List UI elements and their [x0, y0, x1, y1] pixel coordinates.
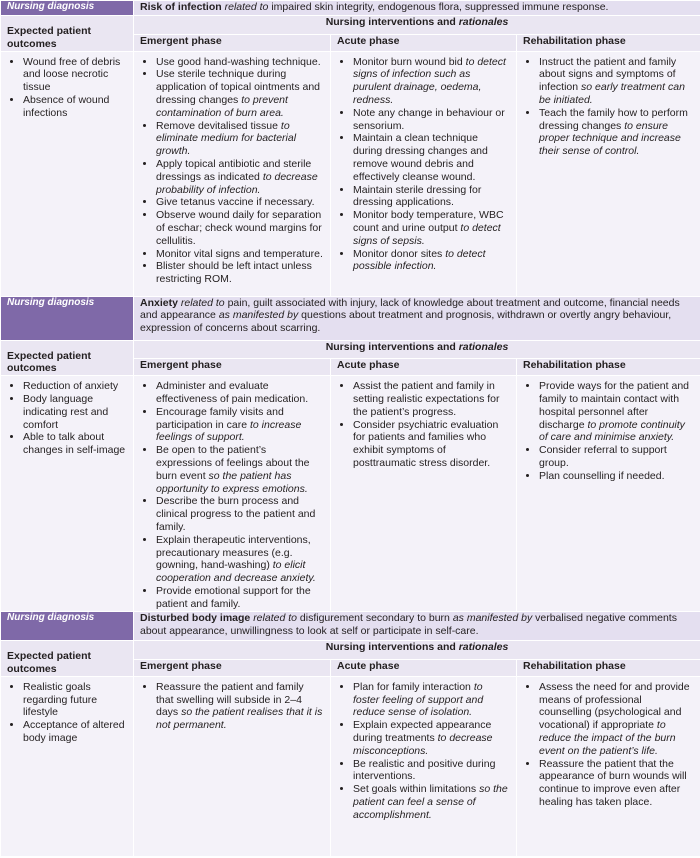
interventions-label: Nursing interventions and — [325, 16, 456, 28]
diagnosis-title: Anxiety — [140, 296, 178, 309]
outcomes-cell — [1, 51, 134, 296]
list-item — [23, 56, 127, 94]
intervention-text: Set goals within limitations — [353, 783, 480, 796]
intervention-text: Administer and evaluate effectiveness of pain medication. — [156, 380, 309, 405]
list-item — [539, 444, 694, 470]
rationale-text: to ensure proper technique and increase their sense of control. — [539, 119, 681, 158]
list-item — [156, 248, 324, 261]
diagnosis-title: Disturbed body image — [140, 612, 251, 625]
list-item — [156, 406, 324, 444]
intervention-text: Encourage family visits and participation in care — [156, 405, 284, 431]
list-item — [353, 132, 510, 183]
emergent-cell — [134, 676, 331, 856]
rehab-list — [523, 681, 694, 809]
list-item — [156, 209, 324, 247]
list-item — [539, 107, 694, 158]
rationales-label: rationales — [458, 641, 509, 654]
acute-list — [337, 681, 510, 822]
emergent-list — [140, 681, 324, 732]
nursing-diagnosis-label: Nursing diagnosis — [1, 612, 134, 641]
diagnosis-text: impaired skin integrity, endogenous flora, suppressed immune response. — [271, 1, 609, 13]
diagnosis-related-to: related to — [224, 1, 269, 13]
intervention-text: Explain therapeutic interventions, precautionary measures (e.g. gowning, hand-washing) — [156, 533, 311, 572]
rationale-text: so early treatment can be initiated. — [539, 81, 685, 106]
outcomes-cell — [1, 376, 134, 612]
rehab-cell — [517, 51, 700, 296]
intervention-text: Maintain a clean technique during dressing changes and remove wound debris and effectively cleanse wound. — [353, 132, 488, 183]
intervention-text: Provide emotional support for the patient and family. — [156, 584, 311, 610]
rationale-text: to elicit cooperation and decrease anxiety. — [156, 559, 316, 585]
intervention-text: Monitor donor sites — [353, 247, 446, 260]
intervention-text: Apply topical antibiotic and sterile dressings as indicated — [156, 157, 312, 183]
list-item — [156, 56, 324, 69]
nursing-diagnosis-label: Nursing diagnosis — [1, 296, 134, 340]
nursing-diagnosis-label: Nursing diagnosis — [1, 1, 134, 16]
acute-phase-header: Acute phase — [331, 660, 517, 677]
rationale-text: to increase feelings of support. — [156, 418, 302, 444]
rationales-label: rationales — [458, 340, 509, 353]
list-item — [23, 94, 127, 120]
rehab-cell — [517, 676, 700, 856]
list-item — [539, 470, 694, 483]
intervention-text: Plan for family interaction — [353, 680, 474, 693]
rehabilitation-phase-header: Rehabilitation phase — [517, 660, 700, 677]
intervention-text: Explain expected appearance during treatments — [353, 719, 492, 744]
list-item — [156, 68, 324, 119]
intervention-text: Plan counselling if needed. — [539, 469, 665, 482]
intervention-text: Monitor burn wound bid — [353, 55, 466, 68]
emergent-cell — [134, 376, 331, 612]
intervention-text: Remove devitalised tissue — [156, 119, 281, 132]
rationale-text: so the patient realises that it is not permanent. — [156, 706, 323, 732]
list-item — [156, 444, 324, 495]
list-item — [353, 380, 510, 418]
list-item — [353, 184, 510, 210]
interventions-header — [134, 641, 700, 660]
rationale-text: to decrease misconceptions. — [353, 731, 493, 757]
intervention-text: Observe wound daily for separation of eschar; check wound margins for cellulitis. — [156, 209, 322, 247]
intervention-text: Assess the need for and provide means of professional counselling (psychological and vocational) if appropriate — [539, 680, 690, 732]
acute-list — [337, 56, 510, 274]
list-item — [23, 719, 127, 745]
diagnosis-manifested-by: as manifested by — [218, 309, 299, 322]
rationale-text: to detect signs of sepsis. — [353, 221, 501, 247]
diagnosis-text-2: questions about treatment and prognosis, withdrawn or overtly angry behaviour, expression of concerns about scarring. — [140, 309, 672, 335]
acute-phase-header: Acute phase — [331, 359, 517, 376]
diagnosis-text: pain, guilt associated with injury, lack of knowledge about treatment and outcome, financial needs and appearance — [140, 296, 680, 322]
rationale-text: to prevent contamination of burn area. — [156, 93, 288, 119]
list-item — [23, 431, 127, 457]
rationale-text: to promote continuity of care and minimise anxiety. — [539, 418, 685, 444]
rationale-text: to detect signs of infection such as purulent drainage, oedema, redness. — [353, 55, 506, 106]
list-item — [353, 419, 510, 470]
diagnosis-text: disfigurement secondary to burn — [299, 612, 450, 625]
expected-outcomes-header: Expected patient outcomes — [1, 16, 134, 52]
rationale-text: so the patient can feel a sense of accomplishment. — [353, 783, 508, 821]
list-item — [353, 719, 510, 757]
list-item — [156, 495, 324, 533]
intervention-text: Monitor body temperature, WBC count and urine output — [353, 209, 504, 234]
list-item — [353, 56, 510, 107]
list-item — [23, 681, 127, 719]
diagnosis-title: Risk of infection — [140, 1, 222, 13]
emergent-list — [140, 56, 324, 286]
outcomes-list — [7, 56, 127, 120]
acute-cell — [331, 676, 517, 856]
diagnosis-manifested-by: as manifested by — [452, 612, 533, 625]
expected-outcomes-header: Expected patient outcomes — [1, 340, 134, 376]
diagnosis-body-image — [134, 612, 700, 641]
diagnosis-text-2: verbalised negative comments about appearance, unwillingness to look at self or participate in self-care. — [140, 612, 677, 637]
list-item — [353, 758, 510, 784]
intervention-text: Reduction of anxiety — [23, 380, 119, 393]
intervention-text: Note any change in behaviour or sensorium. — [353, 106, 505, 132]
list-item — [353, 209, 510, 247]
list-item — [539, 758, 694, 809]
intervention-text: Blister should be left intact unless restricting ROM. — [156, 260, 312, 286]
interventions-label: Nursing interventions and — [325, 641, 456, 654]
rehab-list — [523, 380, 694, 482]
intervention-text: Teach the family how to perform dressing changes — [539, 106, 688, 132]
rehabilitation-phase-header: Rehabilitation phase — [517, 359, 700, 376]
list-item — [156, 158, 324, 196]
list-item — [539, 380, 694, 444]
intervention-text: Absence of wound infections — [23, 93, 110, 119]
intervention-text: Be realistic and positive during interventions. — [353, 757, 496, 783]
intervention-text: Use good hand-washing technique. — [156, 55, 321, 68]
list-item — [156, 120, 324, 158]
emergent-phase-header: Emergent phase — [134, 660, 331, 677]
outcomes-list — [7, 380, 127, 457]
intervention-text: Assist the patient and family in setting realistic expectations for the patient’s progress. — [353, 380, 500, 418]
list-item — [156, 380, 324, 406]
rehabilitation-phase-header: Rehabilitation phase — [517, 34, 700, 51]
acute-cell — [331, 51, 517, 296]
interventions-header — [134, 340, 700, 359]
intervention-text: Reassure the patient that the appearance of burn wounds will continue to improve even after healing has taken place. — [539, 757, 687, 808]
interventions-header — [134, 16, 700, 35]
diagnosis-related-to: related to — [180, 296, 225, 309]
list-item — [353, 681, 510, 719]
rationale-text: to foster feeling of support and reduce sense of isolation. — [353, 680, 484, 719]
diagnosis-related-to: related to — [253, 612, 297, 625]
emergent-phase-header: Emergent phase — [134, 359, 331, 376]
intervention-text: Realistic goals regarding future lifestyle — [23, 680, 98, 719]
acute-list — [337, 380, 510, 470]
rationale-text: to eliminate medium for bacterial growth. — [156, 119, 297, 158]
outcomes-cell — [1, 676, 134, 856]
intervention-text: Consider referral to support group. — [539, 444, 667, 469]
intervention-text: Able to talk about changes in self-image — [23, 431, 126, 457]
list-item — [539, 681, 694, 758]
list-item — [156, 534, 324, 585]
rehab-list — [523, 56, 694, 158]
list-item — [353, 783, 510, 821]
rationales-label: rationales — [458, 16, 509, 28]
list-item — [353, 248, 510, 274]
intervention-text: Acceptance of altered body image — [23, 719, 125, 744]
interventions-label: Nursing interventions and — [325, 340, 456, 353]
list-item — [353, 107, 510, 133]
list-item — [539, 56, 694, 107]
rationale-text: to decrease probability of infection. — [156, 170, 318, 196]
acute-cell — [331, 376, 517, 612]
intervention-text: Instruct the patient and family about signs and symptoms of infection — [539, 55, 677, 94]
intervention-text: Consider psychiatric evaluation for patients and families who exhibit symptoms of posttraumatic stress disorder. — [353, 418, 499, 469]
emergent-phase-header: Emergent phase — [134, 34, 331, 51]
intervention-text: Describe the burn process and clinical progress to the patient and family. — [156, 495, 316, 533]
emergent-list — [140, 380, 324, 610]
intervention-text: Be open to the patient’s expressions of feelings about the burn event — [156, 444, 310, 482]
intervention-text: Body language indicating rest and comfort — [23, 392, 109, 431]
intervention-text: Monitor vital signs and temperature. — [156, 247, 323, 260]
intervention-text: Reassure the patient and family that swelling will subside in 2–4 days — [156, 680, 304, 719]
list-item — [156, 260, 324, 286]
list-item — [23, 380, 127, 393]
list-item — [23, 393, 127, 431]
intervention-text: Maintain sterile dressing for dressing applications. — [353, 183, 482, 209]
rationale-text: to detect possible infection. — [353, 247, 486, 273]
rationale-text: to reduce the impact of the burn event on the patient’s life. — [539, 719, 676, 757]
list-item — [156, 196, 324, 209]
diagnosis-infection — [134, 1, 700, 16]
intervention-text: Use sterile technique during application of topical ointments and dressing changes — [156, 68, 321, 106]
diagnosis-anxiety — [134, 296, 700, 340]
intervention-text: Wound free of debris and loose necrotic tissue — [23, 55, 121, 94]
list-item — [156, 681, 324, 732]
intervention-text: Give tetanus vaccine if necessary. — [156, 196, 315, 209]
expected-outcomes-header: Expected patient outcomes — [1, 641, 134, 677]
emergent-cell — [134, 51, 331, 296]
rehab-cell — [517, 376, 700, 612]
acute-phase-header: Acute phase — [331, 34, 517, 51]
rationale-text: so the patient has opportunity to express emotions. — [156, 469, 308, 495]
intervention-text: Provide ways for the patient and family to maintain contact with hospital personnel after discharge — [539, 380, 690, 431]
outcomes-list — [7, 681, 127, 745]
list-item — [156, 585, 324, 611]
